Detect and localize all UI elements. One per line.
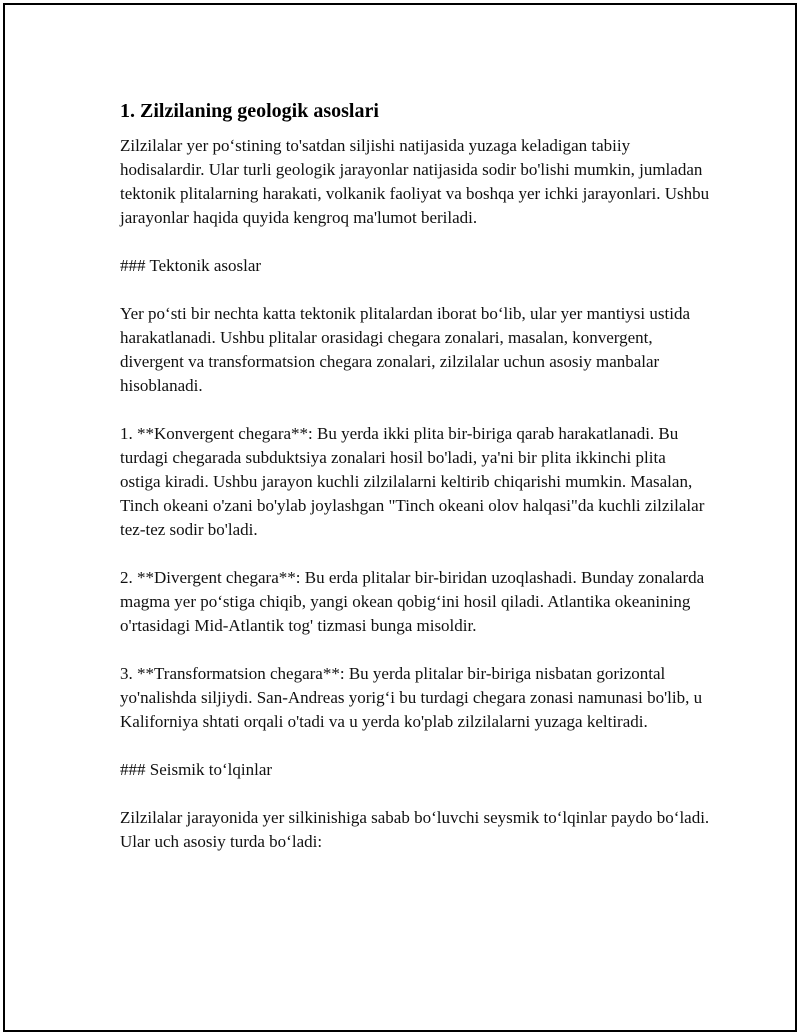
paragraph-intro: Zilzilalar yer po‘stining to'satdan siljishi natijasida yuzaga keladigan tabiiy hodisalardir. Ular turli geologik jarayonlar natijasida sodir bo'lishi mumkin, jumladan tektonik plitalarning harakati, volkanik faoliyat va boshqa yer ichki jarayonlari. Ushbu jarayonlar haqida quyida kengroq ma'lumot beriladi. (120, 136, 710, 227)
paragraph-divergent: 2. **Divergent chegara**: Bu erda plitalar bir-biridan uzoqlashadi. Bunday zonalarda magma yer po‘stiga chiqib, yangi okean qobig‘ini hosil qiladi. Atlantika okeanining o'rtasidagi Mid-Atlantik tog' tizmasi bunga misoldir. (120, 568, 705, 635)
section-title: 1. Zilzilaning geologik asoslari (120, 100, 379, 122)
subheading-tectonic: ### Tektonik asoslar (120, 256, 262, 275)
paragraph-seismic: Zilzilalar jarayonida yer silkinishiga sabab bo‘luvchi seysmik to‘lqinlar paydo bo‘ladi. Ular uch asosiy turda bo‘ladi: (120, 808, 710, 851)
subheading-seismic: ### Seismik to‘lqinlar (120, 760, 273, 779)
paragraph-convergent: 1. **Konvergent chegara**: Bu yerda ikki plita bir-biriga qarab harakatlanadi. Bu turdagi chegarada subduktsiya zonalari hosil bo'ladi, ya'ni bir plita ikkinchi plita ostiga kiradi. Ushbu jarayon kuchli zilzilalarni keltirib chiqarishi mumkin. Masalan, Tinch okeani o'zani bo'ylab joylashgan "Tinch okeani olov halqasi"da kuchli zilzilalar tez-tez sodir bo'ladi. (120, 424, 705, 539)
document-body (120, 98, 710, 878)
paragraph-transform: 3. **Transformatsion chegara**: Bu yerda plitalar bir-biriga nisbatan gorizontal yo'nalishda siljiydi. San-Andreas yorig‘i bu turdagi chegara zonasi namunasi bo'lib, u Kaliforniya shtati orqali o'tadi va u yerda ko'plab zilzilalarni yuzaga keltiradi. (120, 664, 703, 731)
document-page (3, 3, 797, 1032)
paragraph-tectonic: Yer po‘sti bir nechta katta tektonik plitalardan iborat bo‘lib, ular yer mantiysi ustida harakatlanadi. Ushbu plitalar orasidagi chegara zonalari, masalan, konvergent, divergent va transformatsion chegara zonalari, zilzilalar uchun asosiy manbalar hisoblanadi. (120, 304, 690, 395)
